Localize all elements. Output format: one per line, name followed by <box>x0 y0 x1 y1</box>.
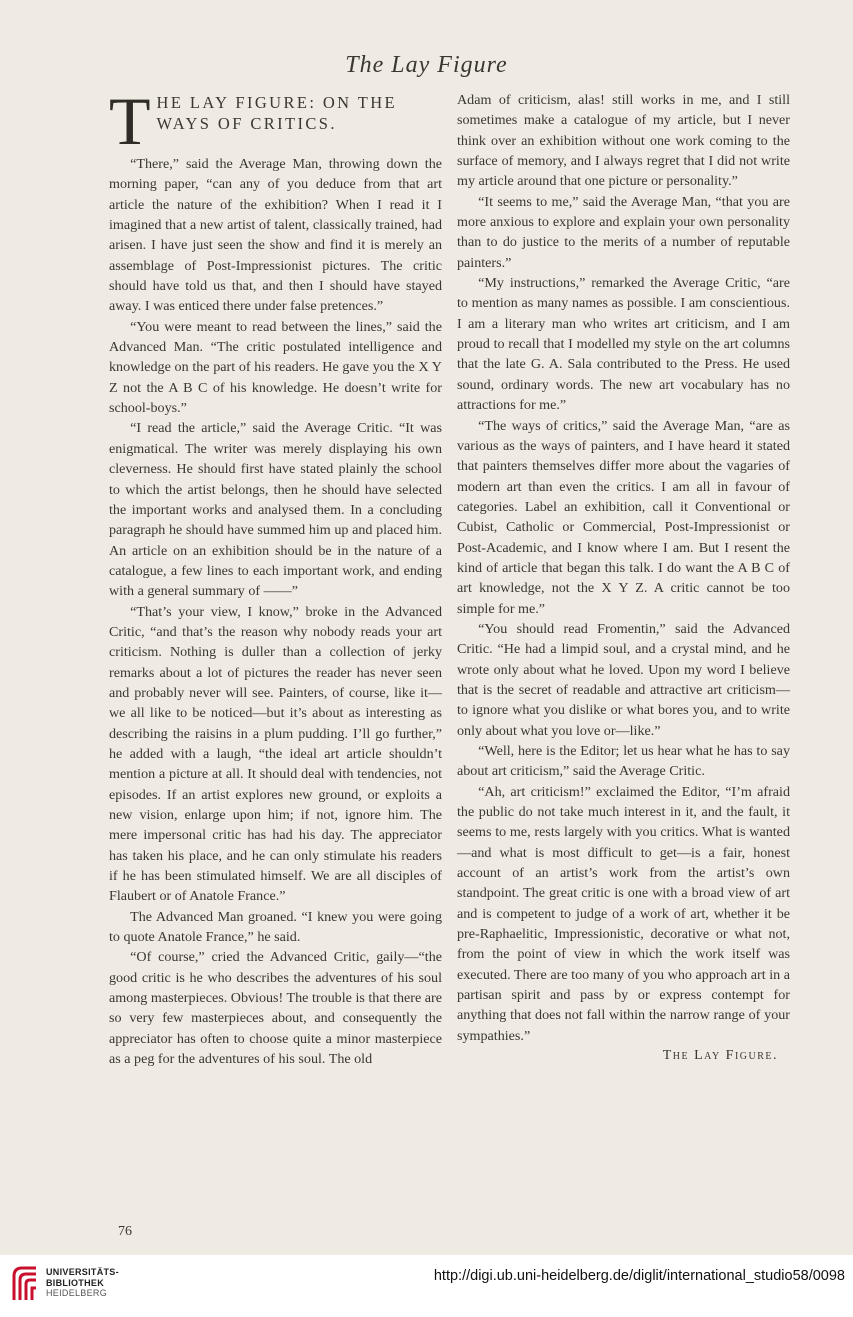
paragraph: “That’s your view, I know,” broke in the Advanced Critic, “and that’s the reason why nobody reads your art criticism. Nothing is duller than a collection of jerky remarks about a lot of pictures the reader has never seen and probably never will see. Painters, of course, like it—we all like to be noticed—but it’s about as interesting as describing the raisins in a plum pudding. I’ll go further,” he added with a laugh, “the ideal art article shouldn’t mention a picture at all. It should deal with tendencies, not episodes. If an artist explores new ground, or exploits a new vision, enlarge upon him; if not, ignore him. The mere impersonal critic has had his day. The appreciator has taken his place, and he can only stimulate his readers if he has been stimulated himself. We are all disciples of Flaubert or of Anatole France.” <box>109 603 442 905</box>
paragraph: “Well, here is the Editor; let us hear what he has to say about art criticism,” said the Average Critic. <box>457 743 790 780</box>
paragraph: “You should read Fromentin,” said the Advanced Critic. “He had a limpid soul, and a crystal mind, and he wrote only about what he loved. Upon my word I believe that is the secret of readable and attractive art criticism—to ignore what you dislike or what bores you, and to write only about what you love or—like.” <box>457 620 790 739</box>
paragraph: “Ah, art criticism!” exclaimed the Editor, “I’m afraid the public do not take much interest in it, and the fault, it seems to me, rests largely with you critics. What is wanted—and what is most difficult to get—is a fair, honest account of an artist’s work from the artist’s own standpoint. The great critic is one with a broad view of art and is competent to judge of a work of art, whether it be pre-Raphaelitic, Impressionistic, decorative or what not, from the point of view in which the work itself was executed. There are too many of you who approach art in a partisan spirit and pass by or express contempt for anything that does not fall within the narrow range of your sympathies.” <box>457 783 790 1044</box>
library-name-line: UNIVERSITÄTS- <box>46 1267 119 1277</box>
library-logo-icon[interactable] <box>10 1264 40 1304</box>
paragraph-continuation: Adam of criticism, alas! still works in me, and I still sometimes make a catalogue of my article, but I never think over an exhibition without one work coming to the surface of memory, and I always regret that I did not write my article around that one picture or personality.” <box>457 92 790 190</box>
paragraph: “There,” said the Average Man, throwing down the morning paper, “can any of you deduce from that art article the nature of the exhibition? When I read it I imagined that a new artist of talent, classically trained, had arisen. I have just seen the show and find it is merely an assemblage of Post-Impressionist pictures. The critic should have told us that, and then I should have stayed away. I was enticed there under false pretences.” <box>109 156 442 315</box>
page-number: 76 <box>118 1224 132 1239</box>
paragraph: “I read the article,” said the Average Critic. “It was enigmatical. The writer was merely displaying his own cleverness. He should first have stated plainly the school to which the artist belongs, then he should have selected the important works and analysed them. In a concluding paragraph he should have summed him up and placed him. An article on an exhibition should be in the nature of a catalogue, a few lines to each important work, and ending with a general summary of ——” <box>109 420 442 600</box>
article-title-block <box>109 83 442 159</box>
paragraph: The Advanced Man groaned. “I knew you were going to quote Anatole France,” he said. <box>109 908 442 946</box>
paragraph: “My instructions,” remarked the Average Critic, “are to mention as many names as possible. I am conscientious. I am a literary man who writes art criticism, and I am proud to recall that I modelled my style on the art columns that the late G. A. Sala contributed to the Press. He used sound, ordinary words. The new art vocabulary has no attractions for me.” <box>457 275 790 414</box>
library-footer <box>0 1255 853 1317</box>
paragraph: “The ways of critics,” said the Average Man, “are as various as the ways of painters, and I have heard it stated that painters themselves differ more about the vagaries of modern art than even the critics. I am all in favour of categories. Label an exhibition, call it Conventional or Cubist, Catholic or Commercial, Post-Impressionist or Post-Academic, and I know where I am. But I resent the kind of article that began this talk. I do want the A B C of art knowledge, not the X Y Z. A critic cannot be too simple for me.” <box>457 417 790 617</box>
left-column <box>109 83 442 1069</box>
running-head: The Lay Figure <box>345 52 508 78</box>
library-name <box>46 1267 119 1299</box>
paragraph: “Of course,” cried the Advanced Critic, gaily—“the good critic is he who describes the adventures of his soul among masterpieces. Obvious! The trouble is that there are so very few masterpieces about, and consequently the appreciator has often to choose quite a minor masterpiece as a peg for the adventures of his soul. The old <box>109 949 442 1068</box>
signature: The Lay Figure. <box>662 1048 778 1064</box>
paragraph: “You were meant to read between the lines,” said the Advanced Man. “The critic postulated intelligence and knowledge on the part of his readers. He gave you the X Y Z not the A B C of his knowledge. He doesn’t write for school-boys.” <box>109 318 442 417</box>
paragraph: “It seems to me,” said the Average Man, “that you are more anxious to explore and explain your own personality than to do justice to the merits of a number of reputable painters.” <box>457 193 790 271</box>
library-name-line: HEIDELBERG <box>46 1288 108 1298</box>
drop-cap: T <box>109 83 151 159</box>
article-title: HE LAY FIGURE: ON THE WAYS OF CRITICS. <box>156 93 398 133</box>
library-name-line: BIBLIOTHEK <box>46 1277 104 1288</box>
right-column <box>457 90 790 1067</box>
source-url-link[interactable]: http://digi.ub.uni-heidelberg.de/diglit/international_studio58/0098 <box>433 1268 845 1284</box>
